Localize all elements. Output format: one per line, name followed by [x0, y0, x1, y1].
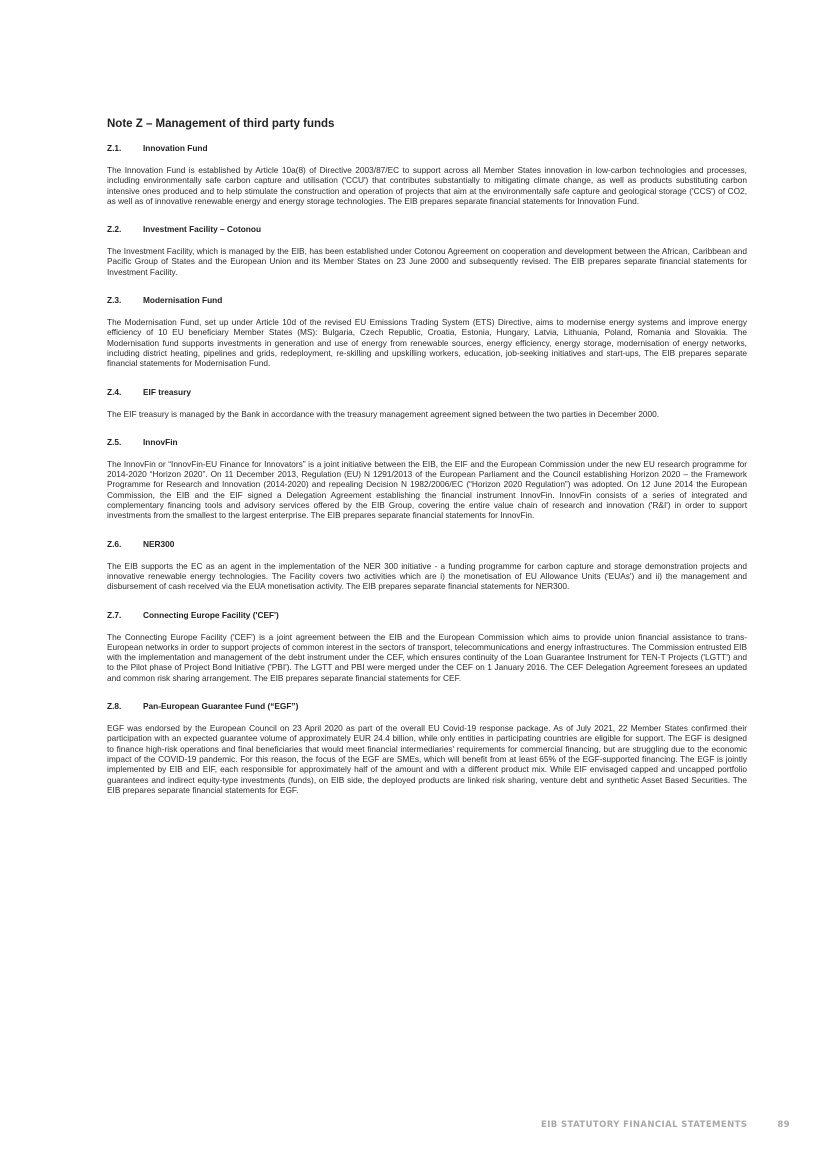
section [107, 387, 747, 419]
section-heading [107, 437, 747, 447]
section-heading [107, 701, 747, 711]
paragraph: The Modernisation Fund, set up under Article 10d of the revised EU Emissions Trading System (ETS) Directive, aims to modernise energy systems and improve energy efficiency of 10 EU beneficiary Member States (MS): Bulgaria, Czech Republic, Croatia, Estonia, Hungary, Latvia, Lithuania, Poland, Romania and Slovakia. The Modernisation fund supports investments in generation and use of energy from renewable sources, energy efficiency, energy storage, modernisation of energy networks, including district heating, pipelines and grids, redeployment, re-skilling and upskilling workers, education, job-seeking initiatives and start-ups, The EIB prepares separate financial statements for Modernisation Fund. [107, 317, 747, 369]
section-heading [107, 539, 747, 549]
paragraph: The Connecting Europe Facility ('CEF') is a joint agreement between the EIB and the European Commission which aims to provide union financial assistance to trans-European networks in order to support projects of common interest in the sectors of transport, telecommunications and energy infrastructures. The Commission entrusted EIB with the implementation and management of the debt instrument under the CEF, which ensures continuity of the Loan Guarantee Instrument for TEN-T Projects ('LGTT') and to the Pilot phase of Project Bond Initiative ('PBI'). The LGTT and PBI were merged under the CEF on 1 January 2016. The CEF Delegation Agreement foresees an updated and common risk sharing arrangement. The EIB prepares separate financial statements for CEF. [107, 631, 747, 683]
paragraph: The InnovFin or “InnovFin-EU Finance for Innovators” is a joint initiative between the EIB, the EIF and the European Commission under the new EU research programme for 2014-2020 “Horizon 2020”. On 11 December 2013, Regulation (EU) N 1291/2013 of the European Parliament and the Council establishing Horizon 2020 – the Framework Programme for Research and Innovation (2014-2020) and repealing Decision N 1982/2006/EC (“Horizon 2020 Regulation”) was adopted. On 12 June 2014 the European Commission, the EIB and the EIF signed a Delegation Agreement establishing the financial instrument InnovFin. InnovFin consists of a series of integrated and complementary financing tools and advisory services offered by the EIB Group, covering the entire value chain of research and innovation ('R&I') in order to support investments from the smallest to the largest enterprise. The EIB prepares separate financial statements for InnovFin. [107, 458, 747, 521]
section [107, 224, 747, 277]
section [107, 539, 747, 592]
section-title: NER300 [143, 538, 175, 549]
page-number: 89 [777, 1120, 790, 1130]
section-title: Modernisation Fund [143, 295, 223, 306]
footer-title: EIB STATUTORY FINANCIAL STATEMENTS [541, 1120, 748, 1130]
section [107, 437, 747, 521]
section-title: InnovFin [143, 436, 178, 447]
paragraph: The EIF treasury is managed by the Bank in accordance with the treasury management agreement signed between the two parties in December 2000. [107, 408, 660, 419]
section-heading [107, 143, 747, 153]
paragraph: EGF was endorsed by the European Council on 23 April 2020 as part of the overall EU Covid-19 response package. As of July 2021, 22 Member States confirmed their participation with an expected guarantee volume of approximately EUR 24.4 billion, while only entities in participating countries are eligible for support. The EGF is designed to finance high-risk operations and final beneficiaries that would meet financial intermediaries' requirements for commercial financing, but are struggling due to the economic impact of the COVID-19 pandemic. For this reason, the focus of the EGF are SMEs, which will benefit from at least 65% of the EGF-supported financing. The EGF is jointly implemented by EIB and EIF, each responsible for approximately half of the amount and with a different product mix. While EIF envisaged capped and uncapped portfolio guarantees and indirect equity-type investments (funds), on EIB side, the deployed products are linked risk sharing, venture debt and synthetic Asset Based Securities. The EIB prepares separate financial statements for EGF. [107, 723, 747, 795]
section-number: Z.1. [107, 143, 122, 153]
note-title: Note Z – Management of third party funds [107, 118, 335, 130]
section [107, 295, 747, 368]
section-title: EIF treasury [143, 386, 191, 397]
section [107, 143, 747, 206]
section-number: Z.2. [107, 224, 122, 235]
section-heading [107, 295, 747, 305]
section-title: Innovation Fund [143, 143, 208, 153]
section-number: Z.7. [107, 609, 122, 620]
sections-container [107, 143, 747, 795]
section-number: Z.4. [107, 386, 122, 397]
section-heading [107, 610, 747, 620]
section-heading [107, 387, 747, 397]
page-footer [0, 1120, 790, 1130]
paragraph: The Investment Facility, which is managed by the EIB, has been established under Cotonou Agreement on cooperation and development between the African, Caribbean and Pacific Group of States and the European Union and its Member States on 23 June 2000 and subsequently revised. The EIB prepares separate financial statements for Investment Facility. [107, 246, 747, 277]
section-number: Z.3. [107, 295, 122, 306]
section [107, 701, 747, 795]
section-heading [107, 224, 747, 234]
paragraph: The EIB supports the EC as an agent in the implementation of the NER 300 initiative - a funding programme for carbon capture and storage demonstration projects and innovative renewable energy technologies. The Facility covers two activities which are i) the monetisation of EU Allowance Units ('EUAs') and ii) the management and disbursement of cash received via the EUA monetisation activity. The EIB prepares separate financial statements for NER300. [107, 560, 747, 592]
section-number: Z.6. [107, 538, 122, 549]
section-number: Z.8. [107, 701, 122, 712]
document-body [107, 118, 747, 813]
section [107, 610, 747, 683]
section-title: Pan-European Guarantee Fund (“EGF”) [143, 701, 299, 712]
section-number: Z.5. [107, 436, 122, 447]
paragraph: The Innovation Fund is established by Article 10a(8) of Directive 2003/87/EC to support across all Member States innovation in low-carbon technologies and processes, including environmentally safe carbon capture and utilisation ('CCU') that contributes substantially to mitigating climate change, as well as products substituting carbon intensive ones produced and to help stimulate the construction and operation of projects that aim at the environmentally safe capture and geological storage ('CCS') of CO2, as well as of innovative renewable energy and energy storage technologies. The EIB prepares separate financial statements for Innovation Fund. [107, 165, 747, 206]
section-title: Investment Facility – Cotonou [143, 224, 262, 235]
section-title: Connecting Europe Facility ('CEF') [143, 609, 279, 620]
